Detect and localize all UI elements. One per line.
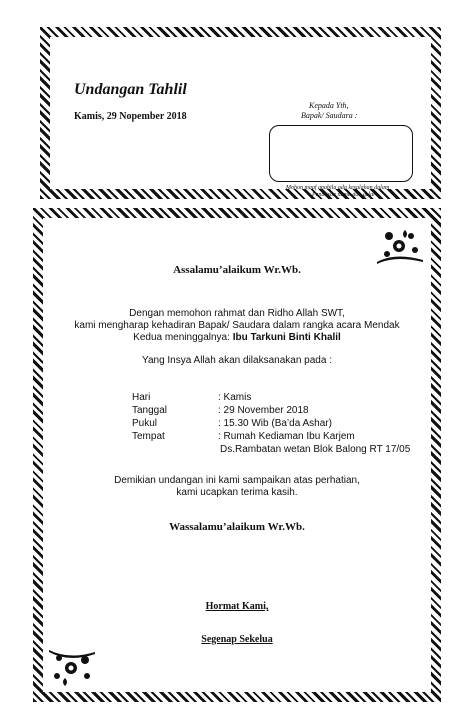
greeting: Assalamu’alaikum Wr.Wb. — [173, 264, 301, 276]
invitation-card — [33, 208, 441, 702]
detail-label: Hari — [132, 392, 151, 403]
apology-note-line2: Penulisan nama dan gelar — [312, 192, 376, 198]
detail-value: : 15.30 Wib (Ba’da Ashar) — [218, 418, 332, 429]
farewell: Wassalamu’alaikum Wr.Wb. — [169, 521, 305, 533]
envelope-card — [40, 27, 441, 199]
recipient-heading: Kepada Yth, — [309, 101, 349, 110]
intro-line-3 — [47, 332, 427, 343]
intro-line-1: Dengan memohon rahmat dan Ridho Allah SWT, — [129, 308, 345, 319]
detail-value: : Kamis — [218, 392, 252, 403]
detail-label: Pukul — [132, 418, 158, 429]
apology-note-line1: Mohon maaf apabila ada kesalahan dalam — [286, 185, 390, 191]
envelope-date: Kamis, 29 Nopember 2018 — [74, 111, 187, 122]
recipient-salutation: Bapak/ Saudara : — [301, 111, 358, 120]
intro-line-2: kami mengharap kehadiran Bapak/ Saudara dalam rangka acara Mendak — [74, 320, 400, 331]
envelope-title: Undangan Tahlil — [74, 81, 187, 98]
detail-row-place — [132, 431, 355, 442]
intro-line-4: Yang Insya Allah akan dilaksanakan pada : — [142, 355, 332, 366]
flower-ornament-icon — [375, 226, 425, 266]
detail-row-date — [132, 405, 309, 416]
regards: Hormat Kami, — [205, 601, 269, 612]
deceased-name: Ibu Tarkuni Binti Khalil — [232, 332, 341, 343]
detail-label: Tempat — [132, 431, 165, 442]
address-line-2: Ds.Rambatan wetan Blok Balong RT 17/05 — [220, 444, 411, 455]
invitation-content — [47, 222, 427, 688]
detail-row-day — [132, 392, 251, 403]
detail-row-time — [132, 418, 332, 429]
detail-value: : 29 November 2018 — [218, 405, 309, 416]
intro-line-3-prefix: Kedua meninggalnya: — [133, 332, 233, 343]
closing-line-1: Demikian undangan ini kami sampaikan atas perhatian, — [114, 475, 360, 486]
signature: Segenap Sekelua — [201, 634, 273, 645]
envelope-content — [54, 41, 427, 198]
flower-ornament-icon — [49, 646, 99, 686]
closing-line-2: kami ucapkan terima kasih. — [176, 487, 298, 498]
detail-value: : Rumah Kediaman Ibu Karjem — [218, 431, 355, 442]
detail-label: Tanggal — [132, 405, 168, 416]
address-box — [269, 125, 413, 182]
